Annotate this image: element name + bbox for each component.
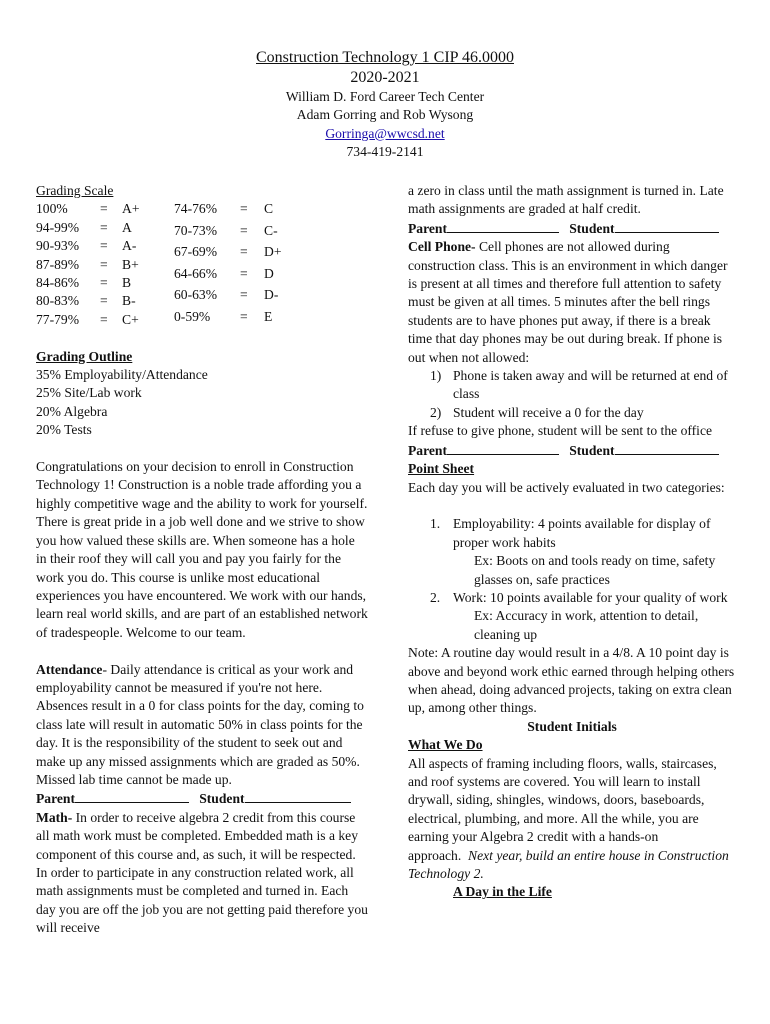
- point-sheet-intro: Each day you will be actively evaluated in two categories:: [408, 479, 725, 495]
- email-link[interactable]: Gorringa@wwcsd.net: [325, 125, 445, 141]
- refuse-phone-text: If refuse to give phone, student will be sent to the office: [408, 423, 713, 439]
- grade-letter: A: [122, 219, 132, 235]
- grade-letter: C: [264, 201, 274, 217]
- left-column: [36, 182, 368, 938]
- math-text: In order to receive algebra 2 credit from this course all math work must be completed. Embedded math is a key component of this course and, as such, it will be respected. In order to participate in any construction related work, all math assignments must be completed and turned in. Each day you are off the job you are not getting paid therefore you will receive: [36, 809, 368, 936]
- grade-letter: D: [264, 265, 274, 281]
- grading-scale-col-2: [174, 200, 304, 329]
- grading-outline-item: 20% Algebra: [36, 403, 108, 419]
- grade-range: 60-63%: [174, 287, 218, 303]
- list-text: Student will receive a 0 for the day: [453, 404, 644, 420]
- list-item: [408, 589, 736, 607]
- grade-range: 64-66%: [174, 265, 218, 281]
- grade-letter: A-: [122, 238, 137, 254]
- grade-eq: =: [100, 219, 108, 235]
- list-item: [408, 515, 736, 552]
- document-header: [0, 48, 770, 162]
- grade-letter: C+: [122, 311, 139, 327]
- teacher-names: Adam Gorring and Rob Wysong: [296, 107, 474, 123]
- grade-eq: =: [240, 265, 248, 281]
- what-we-do-heading: What We Do: [408, 737, 483, 753]
- student-label: Student: [569, 442, 615, 458]
- student-signature-line[interactable]: [615, 219, 719, 233]
- list-text: Phone is taken away and will be returned at end of class: [453, 368, 728, 402]
- grade-range: 84-86%: [36, 275, 80, 291]
- grading-scale-table: [36, 200, 368, 329]
- grade-letter: E: [264, 308, 273, 324]
- phone-number: 734-419-2141: [346, 144, 424, 160]
- parent-label: Parent: [36, 791, 76, 807]
- grading-outline-item: 25% Site/Lab work: [36, 385, 142, 401]
- grade-eq: =: [240, 222, 248, 238]
- parent-label: Parent: [408, 442, 448, 458]
- list-number: 2): [430, 404, 442, 420]
- grade-range: 0-59%: [174, 308, 211, 324]
- day-in-life-heading: A Day in the Life: [453, 884, 552, 900]
- grade-eq: =: [100, 275, 108, 291]
- cell-phone-text: Cell phones are not allowed during construction class. This is an environment in which danger is present at all times and therefore full attention to safety must be given at all times. 5 minutes after the bell rings students are to have phones put away, if there is a break time that day phones may be out during break. If phone is out when not allowed:: [408, 239, 728, 365]
- grading-scale-col-1: [36, 200, 172, 329]
- parent-signature-line[interactable]: [447, 441, 559, 455]
- cell-phone-label: Cell Phone-: [408, 239, 476, 255]
- attendance-label: Attendance: [36, 661, 103, 677]
- grade-eq: =: [100, 311, 108, 327]
- parent-signature-line[interactable]: [447, 219, 559, 233]
- school-year: 2020-2021: [350, 69, 420, 86]
- point-sheet-heading: Point Sheet: [408, 461, 475, 477]
- point-sheet-list: [408, 515, 736, 552]
- list-item: [408, 404, 736, 422]
- attendance-paragraph: [36, 661, 368, 790]
- math-paragraph: [36, 809, 368, 938]
- cell-phone-consequences: [408, 367, 736, 422]
- what-we-do-paragraph: [408, 755, 736, 884]
- point-sheet-list-2: [408, 589, 736, 607]
- point-sheet-example: Ex: Boots on and tools ready on time, safety glasses on, safe practices: [474, 553, 716, 587]
- grade-eq: =: [240, 201, 248, 217]
- what-we-do-italic: Next year, build an entire house in Construction Technology 2.: [408, 847, 729, 882]
- grade-range: 90-93%: [36, 238, 80, 254]
- parent-signature-line[interactable]: [75, 789, 189, 803]
- grading-outline-item: 20% Tests: [36, 422, 92, 438]
- school-name: William D. Ford Career Tech Center: [285, 89, 485, 104]
- what-we-do-text: All aspects of framing including floors, walls, staircases, and roof systems are covered. You will learn to install drywall, siding, shingles, windows, doors, baseboards, electrical, plumbing, and more. All the while, you are earning your Algebra 2 credit with a hands-on approach.: [408, 755, 717, 863]
- point-sheet-example: Ex: Accuracy in work, attention to detail, cleaning up: [474, 608, 699, 642]
- grade-range: 67-69%: [174, 244, 218, 260]
- grading-outline-heading: Grading Outline: [36, 348, 133, 364]
- student-label: Student: [569, 220, 615, 236]
- student-signature-line[interactable]: [245, 789, 351, 803]
- right-column: [408, 182, 736, 902]
- list-number: 1): [430, 368, 442, 384]
- grade-eq: =: [240, 244, 248, 260]
- cell-phone-paragraph: [408, 238, 736, 367]
- list-text: Work: 10 points available for your quality of work: [453, 589, 728, 605]
- grade-letter: B+: [122, 256, 139, 272]
- student-initials-label: Student Initials: [527, 718, 617, 734]
- list-text: Employability: 4 points available for display of proper work habits: [453, 516, 711, 550]
- signature-row-math: [408, 219, 736, 238]
- course-title: Construction Technology 1 CIP 46.0000: [256, 49, 514, 66]
- grade-letter: B-: [122, 293, 136, 309]
- list-number: 1.: [430, 516, 441, 532]
- list-number: 2.: [430, 589, 441, 605]
- grade-letter: B: [122, 275, 132, 291]
- grade-letter: C-: [264, 222, 278, 238]
- intro-paragraph: Congratulations on your decision to enroll in Construction Technology 1! Construction is a noble trade affording you a highly competitive wage and the ability to work for yourself. There is great pride in a job well done and we strive to show you how valued these skills are. When someone has a hole in their roof they will call you and pay you fairly for the work you do. This course is unlike most educational experiences you have encountered. We work with our hands, learn real world skills, and are part of an established network of tradespeople. Welcome to our team.: [36, 459, 368, 640]
- grade-eq: =: [100, 238, 108, 254]
- grade-eq: =: [240, 287, 248, 303]
- grade-range: 100%: [36, 201, 68, 217]
- grade-range: 74-76%: [174, 201, 218, 217]
- attendance-text: - Daily attendance is critical as your work and employability cannot be measured if you're not here. Absences result in a 0 for class points for the day, coming to class late will result in automatic 50% in class points for the day. It is the responsibility of the student to seek out and make up any missed assignments which are graded as 50%. Missed lab time cannot be made up.: [36, 661, 364, 787]
- list-item: [408, 367, 736, 404]
- grade-eq: =: [240, 308, 248, 324]
- grade-eq: =: [100, 293, 108, 309]
- grade-range: 77-79%: [36, 311, 80, 327]
- grade-letter: D-: [264, 287, 279, 303]
- point-sheet-note: Note: A routine day would result in a 4/8. A 10 point day is above and beyond work ethic earned through helping others when ahead, doing advanced projects, taking on extra clean up, among other things.: [408, 645, 735, 716]
- grade-range: 70-73%: [174, 222, 218, 238]
- grading-scale-heading: Grading Scale: [36, 183, 114, 198]
- grade-letter: D+: [264, 244, 282, 260]
- signature-row-phone: [408, 441, 736, 460]
- grade-letter: A+: [122, 201, 140, 217]
- grade-range: 80-83%: [36, 293, 80, 309]
- grading-outline-item: 35% Employability/Attendance: [36, 367, 208, 383]
- student-label: Student: [199, 791, 245, 807]
- parent-label: Parent: [408, 220, 448, 236]
- student-signature-line[interactable]: [615, 441, 719, 455]
- grade-range: 94-99%: [36, 219, 80, 235]
- grade-eq: =: [100, 201, 108, 217]
- math-label: Math-: [36, 809, 73, 825]
- grade-range: 87-89%: [36, 256, 80, 272]
- signature-row-attendance: [36, 789, 368, 808]
- grade-eq: =: [100, 256, 108, 272]
- math-continued: a zero in class until the math assignment is turned in. Late math assignments are graded at half credit.: [408, 183, 724, 217]
